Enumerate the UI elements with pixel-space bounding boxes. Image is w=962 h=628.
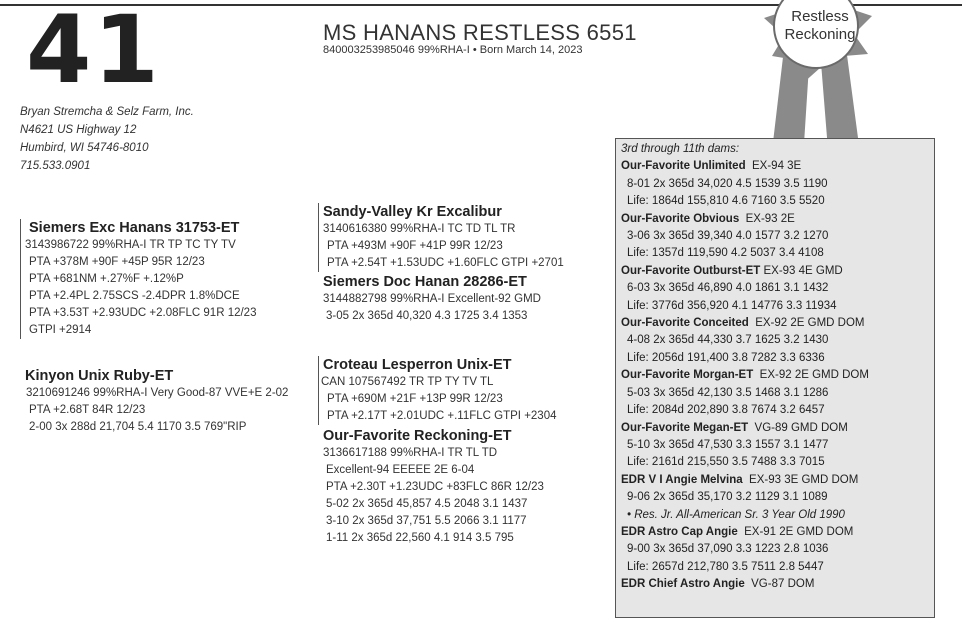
dam-entry-name: Our-Favorite Morgan-ET [621,369,754,382]
dams-box-heading: 3rd through 11th dams: [621,143,740,155]
dam-entry [621,420,869,437]
owner-phone: 715.533.0901 [20,160,91,172]
animal-id-line: 840003253985046 99%RHA-I • Born March 14, 2023 [323,44,583,56]
dam-entry-name: Our-Favorite Obvious [621,212,740,225]
dam-entry-line: 5-03 3x 365d 42,130 3.5 1468 3.1 1286 [627,386,829,399]
dam-entry-line: 6-03 3x 365d 46,890 4.0 1861 3.1 1432 [627,282,829,295]
paternal-granddam-name: Siemers Doc Hanan 28286-ET [323,274,527,290]
dam-entry-class: EX-93 2E [745,212,795,225]
maternal-grandsire-block [318,356,557,425]
paternal-grandsire-name: Sandy-Valley Kr Excalibur [323,204,502,220]
dam-entry-line: 9-00 3x 365d 37,090 3.3 1223 2.8 1036 [627,543,829,556]
dam-entry-line: Life: 2056d 191,400 3.8 7282 3.3 6336 [627,351,825,364]
paternal-granddam-block [318,273,541,325]
paternal-granddam-line: 3-05 2x 365d 40,320 4.3 1725 3.4 1353 [326,310,528,322]
paternal-grandsire-line: PTA +2.54T +1.53UDC +1.60FLC GTPI +2701 [327,257,564,269]
paternal-grandsire-line: 3140616380 99%RHA-I TC TD TL TR [323,223,516,235]
sire-line: PTA +681NM +.27%F +.12%P [29,273,184,285]
dam-line: 2-00 3x 288d 21,704 5.4 1170 3.5 769"RIP [29,421,247,433]
sire-line: GTPI +2914 [29,324,92,336]
maternal-granddam-line: 5-02 2x 365d 45,857 4.5 2048 3.1 1437 [326,498,528,510]
ribbon-label [776,8,864,44]
dam-entry-class: EX-93 4E GMD [763,264,843,277]
maternal-granddam-block [318,427,544,547]
owner-address1: N4621 US Highway 12 [20,124,137,136]
maternal-grandsire-line: PTA +2.17T +2.01UDC +.11FLC GTPI +2304 [327,410,557,422]
paternal-granddam-line: 3144882798 99%RHA-I Excellent-92 GMD [323,293,541,305]
dam-entry-line: Life: 2084d 202,890 3.8 7674 3.2 6457 [627,404,825,417]
sire-line: PTA +2.4PL 2.75SCS -2.4DPR 1.8%DCE [29,290,240,302]
dam-entry-line: 9-06 2x 365d 35,170 3.2 1129 3.1 1089 [627,491,828,504]
dam-entry-name: EDR V I Angie Melvina [621,473,743,486]
lot-number: 41 [26,0,161,105]
maternal-grandsire-line: PTA +690M +21F +13P 99R 12/23 [327,393,503,405]
maternal-granddam-line: Excellent-94 EEEEE 2E 6-04 [326,464,475,476]
dams-box-content [621,141,869,594]
paternal-grandsire-line: PTA +493M +90F +41P 99R 12/23 [327,240,503,252]
owner-info [20,103,194,175]
ribbon-line2: Reckoning [784,26,856,43]
dam-entry-line: Life: 1864d 155,810 4.6 7160 3.5 5520 [627,195,825,208]
maternal-granddam-name: Our-Favorite Reckoning-ET [323,428,512,444]
owner-address2: Humbird, WI 54746-8010 [20,142,149,154]
dam-entry [621,158,869,175]
dam-entry-class: EX-91 2E GMD DOM [744,525,854,538]
dam-entry-line: 5-10 3x 365d 47,530 3.3 1557 3.1 1477 [627,438,829,451]
dam-entry-class: EX-94 3E [752,160,802,173]
maternal-granddam-line: 1-11 2x 365d 22,560 4.1 914 3.5 795 [326,532,514,544]
sire-line: PTA +3.53T +2.93UDC +2.08FLC 91R 12/23 [29,307,257,319]
maternal-granddam-line: 3136617188 99%RHA-I TR TL TD [323,447,498,459]
dam-entry-line: Life: 1357d 119,590 4.2 5037 3.4 4108 [627,247,824,260]
dam-line: PTA +2.68T 84R 12/23 [29,404,146,416]
dam-entry [621,472,869,489]
paternal-grandsire-block [318,203,564,272]
dam-entry-class: VG-89 GMD DOM [754,421,848,434]
dam-entry-name: Our-Favorite Outburst-ET [621,264,761,277]
sire-block [20,219,256,339]
dam-entry [621,367,869,384]
dam-entry-name: Our-Favorite Megan-ET [621,421,749,434]
dam-entry-note: • Res. Jr. All-American Sr. 3 Year Old 1990 [627,508,845,521]
dam-entry [621,315,869,332]
sire-line: 3143986722 99%RHA-I TR TP TC TY TV [25,239,236,251]
dam-entry-line: 8-01 2x 365d 34,020 4.5 1539 3.5 1190 [627,177,828,190]
dam-name: Kinyon Unix Ruby-ET [25,368,174,384]
dam-entry-class: EX-92 2E GMD DOM [759,369,869,382]
dam-line: 3210691246 99%RHA-I Very Good-87 VVE+E 2-02 [26,387,289,399]
dam-entry-line: Life: 2161d 215,550 3.5 7488 3.3 7015 [627,456,825,469]
dam-entry-line: 3-06 3x 365d 39,340 4.0 1577 3.2 1270 [627,230,829,243]
dam-entry [621,524,869,541]
sire-name: Siemers Exc Hanans 31753-ET [29,220,240,236]
maternal-granddam-line: 3-10 2x 365d 37,751 5.5 2066 3.1 1177 [326,515,527,527]
dam-entry-name: EDR Astro Cap Angie [621,525,738,538]
dam-entry [621,211,869,228]
dam-entry [621,263,869,280]
dam-entry-line: Life: 2657d 212,780 3.5 7511 2.8 5447 [627,560,824,573]
maternal-grandsire-name: Croteau Lesperron Unix-ET [323,357,512,373]
ribbon-line1: Restless [791,8,849,25]
dam-entry [621,576,869,593]
sire-line: PTA +378M +90F +45P 95R 12/23 [29,256,205,268]
owner-name: Bryan Stremcha & Selz Farm, Inc. [20,106,194,118]
dam-entry-name: Our-Favorite Unlimited [621,160,746,173]
dam-entry-line: 4-08 2x 365d 44,330 3.7 1625 3.2 1430 [627,334,829,347]
dam-entry-class: VG-87 DOM [751,578,815,591]
dam-entry-class: EX-92 2E GMD DOM [755,317,865,330]
dam-entry-name: Our-Favorite Conceited [621,317,749,330]
dam-entry-line: Life: 3776d 356,920 4.1 14776 3.3 11934 [627,299,837,312]
dam-entry-name: EDR Chief Astro Angie [621,578,745,591]
maternal-granddam-line: PTA +2.30T +1.23UDC +83FLC 86R 12/23 [326,481,544,493]
animal-name: MS HANANS RESTLESS 6551 [323,20,637,45]
dam-entry-class: EX-93 3E GMD DOM [749,473,859,486]
dam-block [20,367,288,436]
maternal-grandsire-line: CAN 107567492 TR TP TY TV TL [321,376,494,388]
